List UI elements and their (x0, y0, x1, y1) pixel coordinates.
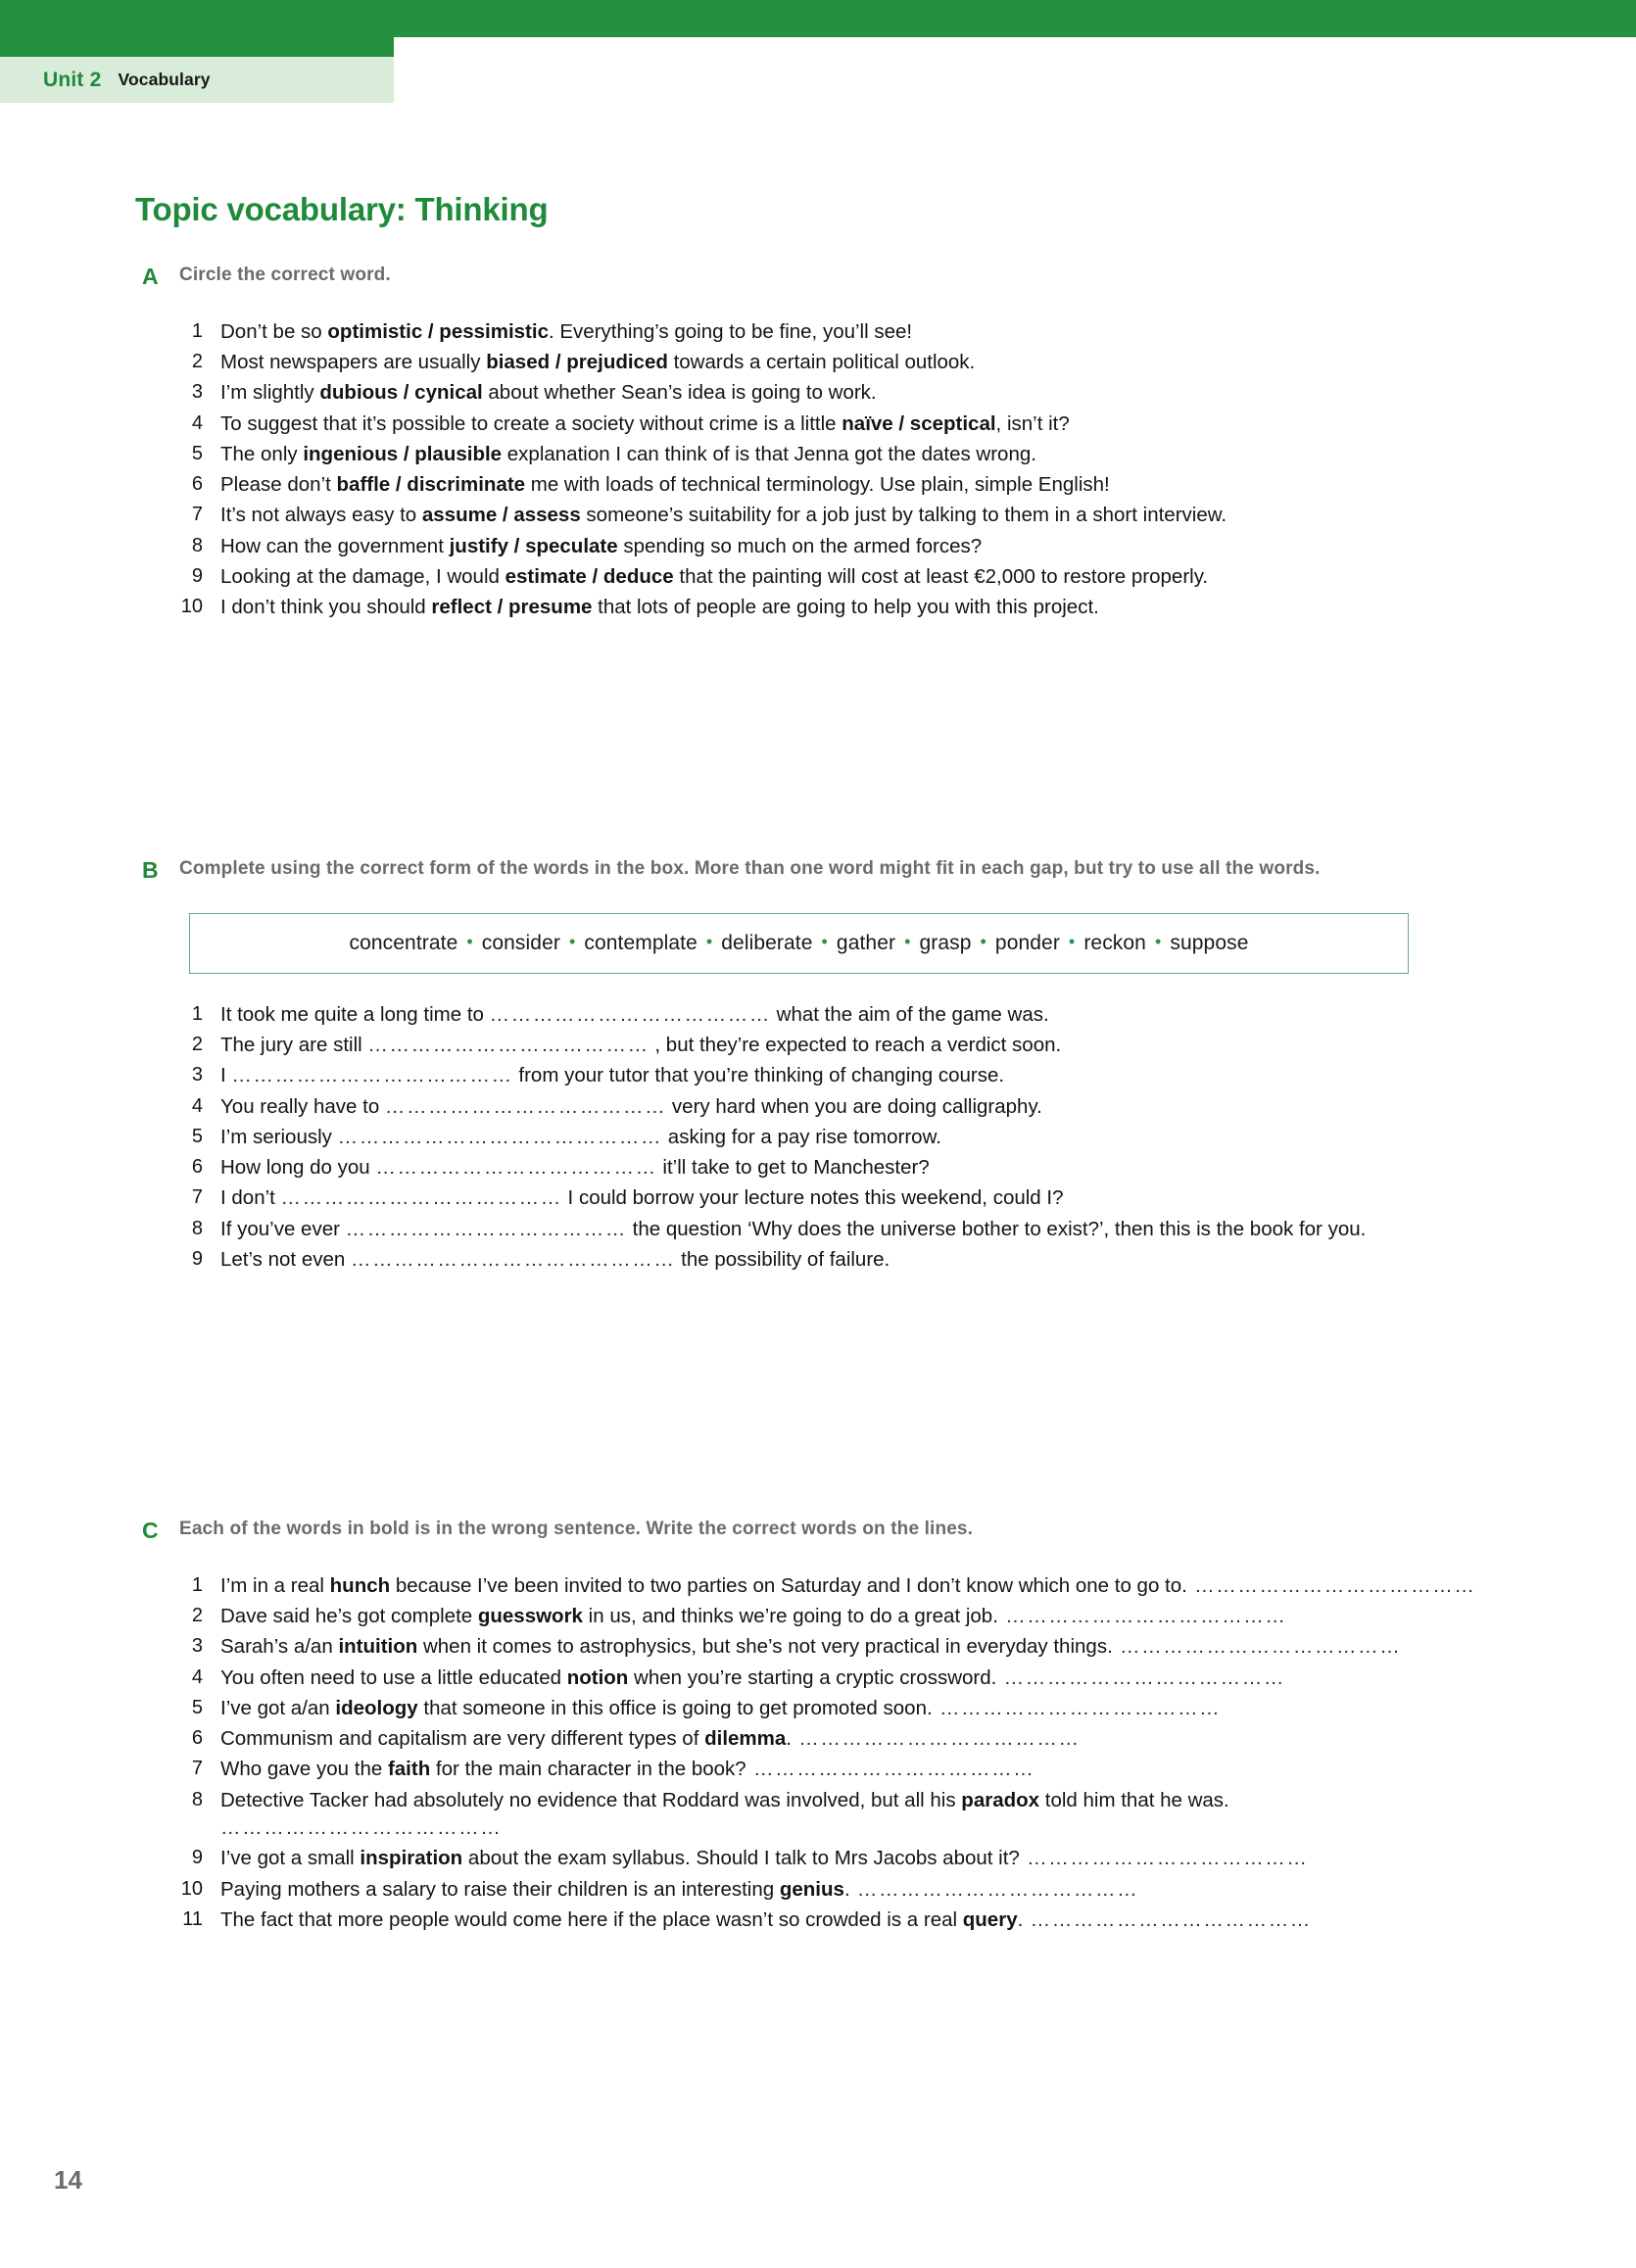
bold-word-pair: paradox (961, 1788, 1040, 1811)
bold-word-pair: optimistic / pessimistic (327, 319, 549, 343)
exercise-b-header (142, 856, 1514, 885)
item-text: I’m in a real hunch because I’ve been invited to two parties on Saturday and I don’t know which one to go to. ………………………………… (220, 1573, 1476, 1597)
bold-word-pair: assume / assess (421, 504, 581, 527)
item-text: The fact that more people would come here if the place wasn’t so crowded is a real query. ………………………………… (220, 1907, 1312, 1931)
list-item (169, 441, 1514, 468)
list-item (169, 1184, 1514, 1212)
list-item (169, 1845, 1514, 1872)
answer-line[interactable]: ………………………………… (997, 1605, 1287, 1628)
item-text: Please don’t baffle / discriminate me with loads of technical terminology. Use plain, simple English! (220, 473, 1110, 497)
list-item (169, 349, 1514, 376)
word-box-item: concentrate (349, 931, 458, 954)
item-text: If you’ve ever ………………………………… the question ‘Why does the universe bother to exist?’, then this is the book for you. (220, 1217, 1367, 1240)
word-box-item: consider (481, 931, 560, 954)
answer-gap[interactable]: ………………………………… (345, 1217, 627, 1240)
exercise-b (142, 856, 1514, 1277)
item-number: 10 (180, 1877, 203, 1900)
word-box-item: deliberate (721, 931, 813, 954)
list-item (169, 1062, 1514, 1089)
answer-gap[interactable]: ……………………………………… (337, 1125, 663, 1148)
list-item (169, 502, 1514, 529)
list-item (169, 1124, 1514, 1151)
list-item (169, 594, 1514, 621)
item-text: Don’t be so optimistic / pessimistic. Everything’s going to be fine, you’ll see! (220, 319, 913, 343)
word-separator-bullet: • (1068, 931, 1076, 951)
item-text: The jury are still ………………………………… , but they’re expected to reach a verdict soon. (220, 1034, 1062, 1057)
list-item (169, 1787, 1514, 1843)
item-number: 1 (191, 319, 203, 342)
item-number: 2 (191, 1605, 203, 1627)
item-text: I’m slightly dubious / cynical about whether Sean’s idea is going to work. (220, 381, 877, 405)
item-number: 6 (191, 1156, 203, 1179)
bold-word-pair: intuition (338, 1635, 418, 1659)
bold-word-pair: ideology (335, 1696, 418, 1719)
bold-word-pair: dubious / cynical (319, 381, 483, 405)
exercise-b-items (169, 1001, 1514, 1275)
list-item (169, 471, 1514, 499)
exercise-a-items (169, 318, 1514, 622)
list-item (169, 1001, 1514, 1029)
exercise-c-letter: C (142, 1518, 159, 1543)
answer-line[interactable]: ………………………………… (1112, 1635, 1402, 1659)
item-number: 4 (191, 411, 203, 434)
word-separator-bullet: • (568, 931, 576, 951)
exercise-a (142, 263, 1514, 625)
exercise-c (142, 1517, 1514, 1937)
item-number: 4 (191, 1665, 203, 1688)
answer-gap[interactable]: ………………………………… (489, 1002, 771, 1026)
bold-word-pair: hunch (329, 1573, 391, 1597)
list-item (169, 318, 1514, 346)
bold-word-pair: justify / speculate (449, 534, 618, 557)
item-number: 3 (191, 381, 203, 404)
item-number: 1 (191, 1002, 203, 1025)
answer-line[interactable]: ………………………………… (791, 1727, 1081, 1751)
list-item (169, 1665, 1514, 1692)
word-box-item: gather (836, 931, 896, 954)
answer-line[interactable]: ………………………………… (932, 1696, 1222, 1719)
item-text: I ………………………………… from your tutor that you’re thinking of changing course. (220, 1064, 1005, 1087)
bold-word-pair: faith (387, 1758, 431, 1781)
item-number: 8 (191, 1788, 203, 1810)
answer-line[interactable]: ………………………………… (1019, 1847, 1309, 1870)
word-box-item: grasp (919, 931, 972, 954)
answer-line[interactable]: ………………………………… (1023, 1907, 1312, 1931)
bold-word-pair: reflect / presume (431, 596, 593, 619)
bold-word-pair: dilemma (704, 1727, 787, 1751)
exercise-c-header (142, 1517, 1514, 1545)
item-number: 3 (191, 1635, 203, 1658)
list-item (169, 563, 1514, 591)
exercise-c-items (169, 1572, 1514, 1934)
item-text: It took me quite a long time to ………………………………… what the aim of the game was. (220, 1002, 1049, 1026)
list-item (169, 1572, 1514, 1600)
list-item (169, 379, 1514, 407)
item-number: 9 (191, 1847, 203, 1869)
list-item (169, 1093, 1514, 1121)
exercise-b-letter: B (142, 857, 159, 883)
exercise-c-instruction: Each of the words in bold is in the wrong sentence. Write the correct words on the lines. (179, 1519, 974, 1539)
answer-gap[interactable]: ……………………………………… (350, 1248, 676, 1271)
unit-tab-green-block (0, 37, 394, 57)
bold-word-pair: estimate / deduce (505, 565, 674, 588)
unit-number-label: Unit 2 (43, 68, 102, 91)
answer-line[interactable]: ………………………………… (996, 1665, 1285, 1689)
word-separator-bullet: • (821, 931, 828, 951)
list-item (169, 1633, 1514, 1661)
list-item (169, 1154, 1514, 1182)
item-text: The only ingenious / plausible explanation I can think of is that Jenna got the dates wrong. (220, 442, 1036, 465)
item-text: How long do you ………………………………… it’ll take to get to Manchester? (220, 1156, 930, 1180)
exercise-b-instruction: Complete using the correct form of the words in the box. More than one word might fit in each gap, but try to use all the words. (179, 858, 1321, 879)
exercise-a-header (142, 263, 1514, 291)
list-item (169, 1876, 1514, 1904)
item-text: Dave said he’s got complete guesswork in us, and thinks we’re going to do a great job. ………………………………… (220, 1605, 1287, 1628)
word-box-item: ponder (994, 931, 1060, 954)
list-item (169, 1246, 1514, 1274)
item-number: 3 (191, 1064, 203, 1086)
item-text: To suggest that it’s possible to create a society without crime is a little naïve / sceptical, isn’t it? (220, 411, 1070, 435)
word-separator-bullet: • (705, 931, 713, 951)
answer-line[interactable]: ………………………………… (1186, 1573, 1476, 1597)
word-separator-bullet: • (904, 931, 911, 951)
unit-section-label: Vocabulary (118, 70, 211, 89)
exercise-b-word-box (189, 913, 1409, 974)
item-number: 2 (191, 1034, 203, 1056)
bold-word-pair: ingenious / plausible (303, 442, 503, 465)
top-green-bar (0, 0, 1636, 37)
item-text: Communism and capitalism are very different types of dilemma. ………………………………… (220, 1727, 1081, 1751)
item-number: 9 (191, 565, 203, 587)
item-text: It’s not always easy to assume / assess someone’s suitability for a job just by talking to them in a short interview. (220, 504, 1227, 527)
item-number: 10 (180, 596, 203, 618)
list-item (169, 410, 1514, 438)
item-text: Let’s not even ……………………………………… the possibility of failure. (220, 1248, 890, 1271)
item-text: Detective Tacker had absolutely no evidence that Roddard was involved, but all his paradox told him that he was. ………………………………… (220, 1788, 1229, 1839)
list-item (169, 1603, 1514, 1630)
answer-gap[interactable]: ………………………………… (384, 1094, 667, 1118)
item-number: 8 (191, 1217, 203, 1239)
item-number: 4 (191, 1094, 203, 1117)
item-number: 9 (191, 1248, 203, 1270)
item-number: 6 (191, 1727, 203, 1750)
answer-line[interactable]: ………………………………… (220, 1816, 503, 1839)
bold-word-pair: query (962, 1907, 1018, 1931)
item-text: Paying mothers a salary to raise their children is an interesting genius. ………………………………… (220, 1877, 1139, 1901)
item-number: 11 (182, 1907, 203, 1930)
item-number: 5 (191, 1696, 203, 1718)
item-number: 5 (191, 442, 203, 464)
item-text: How can the government justify / speculate spending so much on the armed forces? (220, 534, 983, 557)
list-item (169, 1906, 1514, 1934)
word-separator-bullet: • (1154, 931, 1162, 951)
exercise-a-instruction: Circle the correct word. (179, 265, 391, 285)
word-box-item: contemplate (584, 931, 698, 954)
item-number: 5 (191, 1125, 203, 1147)
word-separator-bullet: • (980, 931, 986, 951)
answer-gap[interactable]: ………………………………… (231, 1064, 513, 1087)
list-item (169, 1725, 1514, 1753)
exercise-a-letter: A (142, 264, 159, 289)
item-number: 8 (191, 534, 203, 556)
bold-word-pair: baffle / discriminate (336, 473, 526, 497)
item-text: I don’t think you should reflect / presume that lots of people are going to help you with this project. (220, 596, 1099, 619)
item-text: Who gave you the faith for the main character in the book? ………………………………… (220, 1758, 1035, 1781)
bold-word-pair: naïve / sceptical (842, 411, 996, 435)
list-item (169, 1032, 1514, 1059)
item-number: 1 (191, 1573, 203, 1596)
item-number: 6 (191, 473, 203, 496)
item-number: 7 (191, 1758, 203, 1780)
list-item (169, 1695, 1514, 1722)
bold-word-pair: genius (779, 1877, 844, 1901)
bold-word-pair: inspiration (360, 1847, 463, 1870)
item-text: I don’t ………………………………… I could borrow your lecture notes this weekend, could I? (220, 1186, 1064, 1210)
item-number: 2 (191, 351, 203, 373)
item-number: 7 (191, 1186, 203, 1209)
answer-gap[interactable]: ………………………………… (367, 1034, 650, 1057)
item-text: Most newspapers are usually biased / prejudiced towards a certain political outlook. (220, 351, 976, 374)
unit-header-strip (0, 57, 394, 103)
item-text: Looking at the damage, I would estimate / deduce that the painting will cost at least €2,000 to restore properly. (220, 565, 1209, 588)
page-title: Topic vocabulary: Thinking (135, 191, 549, 227)
answer-line[interactable]: ………………………………… (849, 1877, 1139, 1901)
word-separator-bullet: • (466, 931, 473, 951)
bold-word-pair: notion (566, 1665, 629, 1689)
list-item (169, 533, 1514, 560)
item-text: Sarah’s a/an intuition when it comes to astrophysics, but she’s not very practical in everyday things. ………………………………… (220, 1635, 1402, 1659)
word-box-item: suppose (1170, 931, 1249, 954)
item-text: You often need to use a little educated notion when you’re starting a cryptic crossword. ………………………………… (220, 1665, 1285, 1689)
item-text: I’ve got a small inspiration about the exam syllabus. Should I talk to Mrs Jacobs about it? ………………………………… (220, 1847, 1309, 1870)
bold-word-pair: guesswork (477, 1605, 583, 1628)
word-box-item: reckon (1083, 931, 1146, 954)
answer-line[interactable]: ………………………………… (746, 1758, 1035, 1781)
answer-gap[interactable]: ………………………………… (280, 1186, 562, 1210)
item-text: You really have to ………………………………… very hard when you are doing calligraphy. (220, 1094, 1042, 1118)
list-item (169, 1756, 1514, 1783)
bold-word-pair: biased / prejudiced (486, 351, 668, 374)
answer-gap[interactable]: ………………………………… (375, 1156, 657, 1180)
item-text: I’m seriously ……………………………………… asking for a pay rise tomorrow. (220, 1125, 941, 1148)
page-number: 14 (54, 2165, 82, 2195)
list-item (169, 1216, 1514, 1243)
item-number: 7 (191, 504, 203, 526)
item-text: I’ve got a/an ideology that someone in this office is going to get promoted soon. ………………………………… (220, 1696, 1222, 1719)
